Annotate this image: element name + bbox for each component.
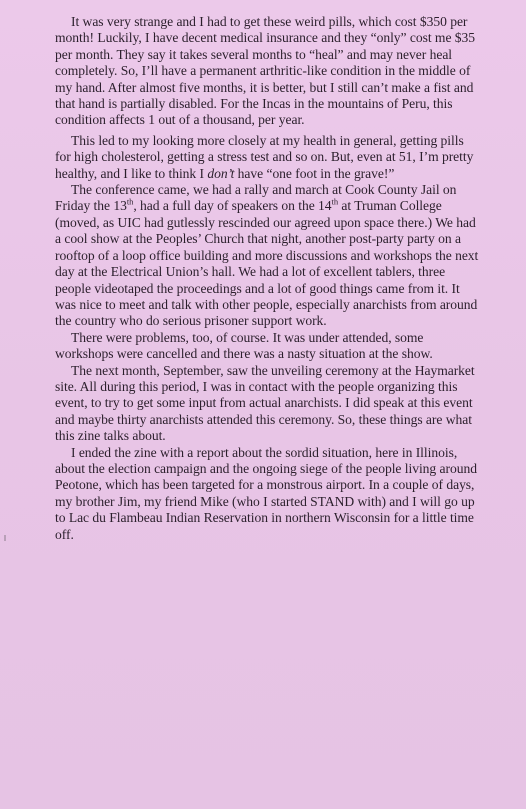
paragraph-health [55,133,480,182]
margin-mark [4,535,6,541]
paragraph-haymarket: The next month, September, saw the unveiling ceremony at the Haymarket site. All during this period, I was in contact with the people organizing this event, to try to get some input from actual anarchists. I did speak at this event and maybe thirty anarchists attended this ceremony. So, these things are what this zine talks about. [55,362,475,444]
paragraph-health-end: have “one foot in the grave!” [234,165,395,181]
superscript-th-2: th [331,196,339,207]
emphasis-dont: don’t [207,165,235,181]
conference-text-3: at Truman College (moved, as UIC had gutlessly rescinded our agreed upon space there.) We had a cool show at the Peoples’ Church that night, another post-party party on a rooftop of a loop office building and more discussions and workshops the next day at the Electrical Union’s hall. We had a lot of excellent tablers, three people videotaped the proceedings and a lot of good things came from it. It was nice to meet and talk with other people, especially anarchists from around the country who do serious prisoner support work. [55,198,479,329]
superscript-th-1: th [126,196,134,207]
conference-text-2: , had a full day of speakers on the 14 [133,198,332,214]
paragraph-illinois: I ended the zine with a report about the sordid situation, here in Illinois, about the election campaign and the ongoing siege of the people living around Peotone, which has been targeted for a monstrous airport. In a couple of days, my brother Jim, my friend Mike (who I started STAND with) and I will go up to Lac du Flambeau Indian Reservation in northern Wisconsin for a little time off. [55,444,477,542]
body-text [55,14,480,543]
paragraph-health-start: This led to my looking more closely at my health in general, getting pills for high cholesterol, getting a stress test and so on. But, even at 51, I’m pretty healthy, and I like to think I [55,132,474,181]
conference-text-1: The conference came, we had a rally and march at Cook County Jail on Friday the 13 [55,182,457,214]
paragraph-problems: There were problems, too, of course. It was under attended, some workshops were cancelled and there was a nasty situation at the show. [55,329,433,362]
paragraph-conference [55,182,480,330]
paragraph-pills: It was very strange and I had to get these weird pills, which cost $350 per month! Luckily, I have decent medical insurance and they “only” cost me $35 per month. They say it takes several months to “heal” and may never heal completely. So, I’ll have a permanent arthritic-like condition in the middle of my hand. After almost five months, it is better, but I still can’t make a fist and that hand is partially disabled. For the Incas in the mountains of Peru, this condition affects 1 out of a thousand, per year. [55,14,476,128]
